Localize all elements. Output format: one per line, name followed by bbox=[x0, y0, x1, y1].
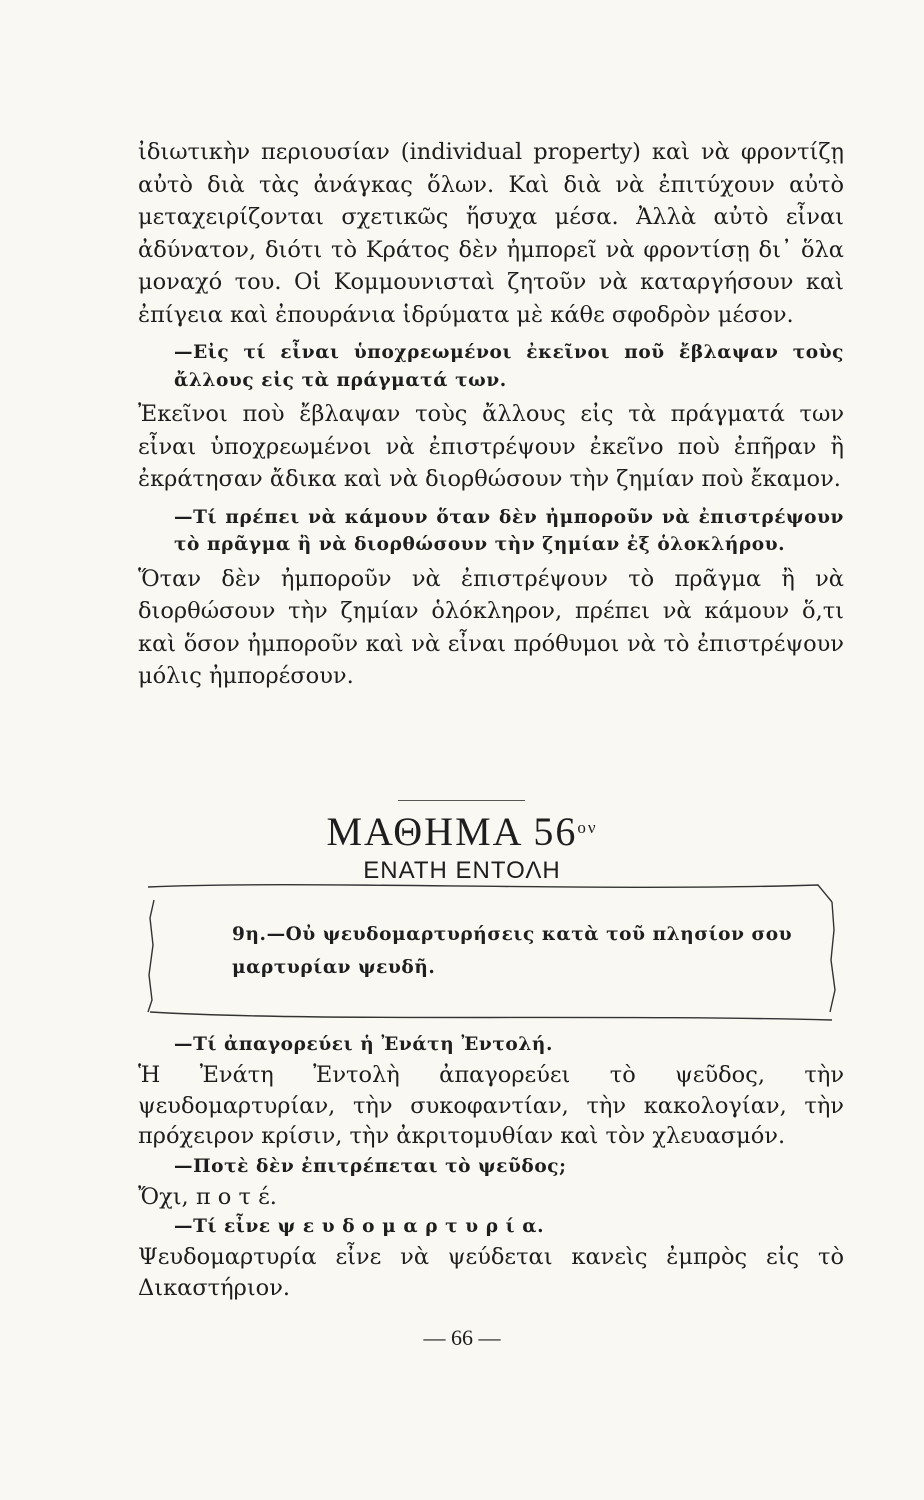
question-false-witness: —Τί εἶνε ψ ε υ δ ο μ α ρ τ υ ρ ί α. bbox=[174, 1216, 545, 1237]
question-ninth-forbids: —Τί ἀπαγορεύει ἡ Ἐνάτη Ἐντολή. bbox=[174, 1034, 553, 1055]
answer-false-witness: Ψευδομαρτυρία εἶνε νὰ ψεύδεται κανεὶς ἐμπρὸς εἰς τὸ Δικαστήριον. bbox=[138, 1244, 844, 1301]
lower-text bbox=[138, 1030, 844, 1303]
lesson-title-suffix: ον bbox=[577, 818, 598, 837]
question-never-lie: —Ποτὲ δὲν ἐπιτρέπεται τὸ ψεῦδος; bbox=[174, 1155, 567, 1177]
paragraph-communism: ἰδιωτικὴν περιουσίαν (individual property) καὶ νὰ φροντίζῃ αὐτὸ διὰ τὰς ἀνάγκας ὅλων. Καὶ διὰ νὰ ἐπιτύχουν αὐτὸ μεταχειρίζονται σχετικῶς ἥσυχα μέσα. Ἀλλὰ αὐτὸ εἶναι ἀδύνατον, διότι τὸ Κράτος δὲν ἠμπορεῖ νὰ φροντίσῃ δι᾽ ὅλα μοναχό του. Οἱ Κομμουνισταὶ ζητοῦν νὰ καταργήσουν καὶ ἐπίγεια καὶ ἐπουράνια ἱδρύματα μὲ κάθε σφοδρὸν μέσον. bbox=[138, 139, 844, 328]
page-number: — 66 — bbox=[423, 1325, 501, 1350]
question-obligation: —Εἰς τί εἶναι ὑποχρεωμένοι ἐκεῖνοι ποῦ ἔβλαψαν τοὺς ἄλλους εἰς τὰ πράγματά των. bbox=[174, 342, 844, 391]
section-divider bbox=[398, 800, 525, 801]
ninth-commandment-text: 9η.—Οὐ ψευδομαρτυρήσεις κατὰ τοῦ πλησίον σου μαρτυρίαν ψευδῆ. bbox=[232, 924, 793, 978]
lesson-title: ΜΑΘΗΜΑ $56^{o\nu}$ bbox=[326, 809, 598, 854]
answer-cannot-return: Ὅταν δὲν ἠμποροῦν νὰ ἐπιστρέψουν τὸ πρᾶγμα ἢ νὰ διορθώσουν τὴν ζημίαν ὁλόκληρον, πρέπει νὰ κάμουν ὅ,τι καὶ ὅσον ἠμποροῦν καὶ νὰ εἶναι πρόθυμοι νὰ τὸ ἐπιστρέψουν μόλις ἠμπορέσουν. bbox=[138, 565, 844, 689]
question-cannot-return: —Τί πρέπει νὰ κάμουν ὅταν δὲν ἠμποροῦν νὰ ἐπιστρέψουν τὸ πρᾶγμα ἢ νὰ διορθώσουν τὴν ζημίαν ἐξ ὁλοκλήρου. bbox=[174, 506, 844, 555]
answer-obligation: Ἐκεῖνοι ποὺ ἔβλαψαν τοὺς ἄλλους εἰς τὰ πράγματά των εἶναι ὑποχρεωμένοι νὰ ἐπιστρέψουν ἐκεῖνο ποὺ ἐπῆραν ἢ ἐκράτησαν ἄδικα καὶ νὰ διορθώσουν τὴν ζημίαν ποὺ ἔκαμον. bbox=[138, 401, 844, 492]
lesson-subtitle: ΕΝΑΤΗ ΕΝΤΟΛΗ bbox=[363, 857, 561, 884]
answer-ninth-forbids: Ἡ Ἐνάτη Ἐντολὴ ἀπαγορεύει τὸ ψεῦδος, τὴν ψευδομαρτυρίαν, τὴν συκοφαντίαν, τὴν κακολογίαν, τὴν πρόχειρον κρίσιν, τὴν ἀκριτομυθίαν καὶ τὸν χλευασμόν. bbox=[138, 1062, 844, 1149]
answer-never-lie: Ὄχι, π ο τ έ. bbox=[138, 1183, 277, 1210]
upper-text bbox=[138, 136, 844, 693]
